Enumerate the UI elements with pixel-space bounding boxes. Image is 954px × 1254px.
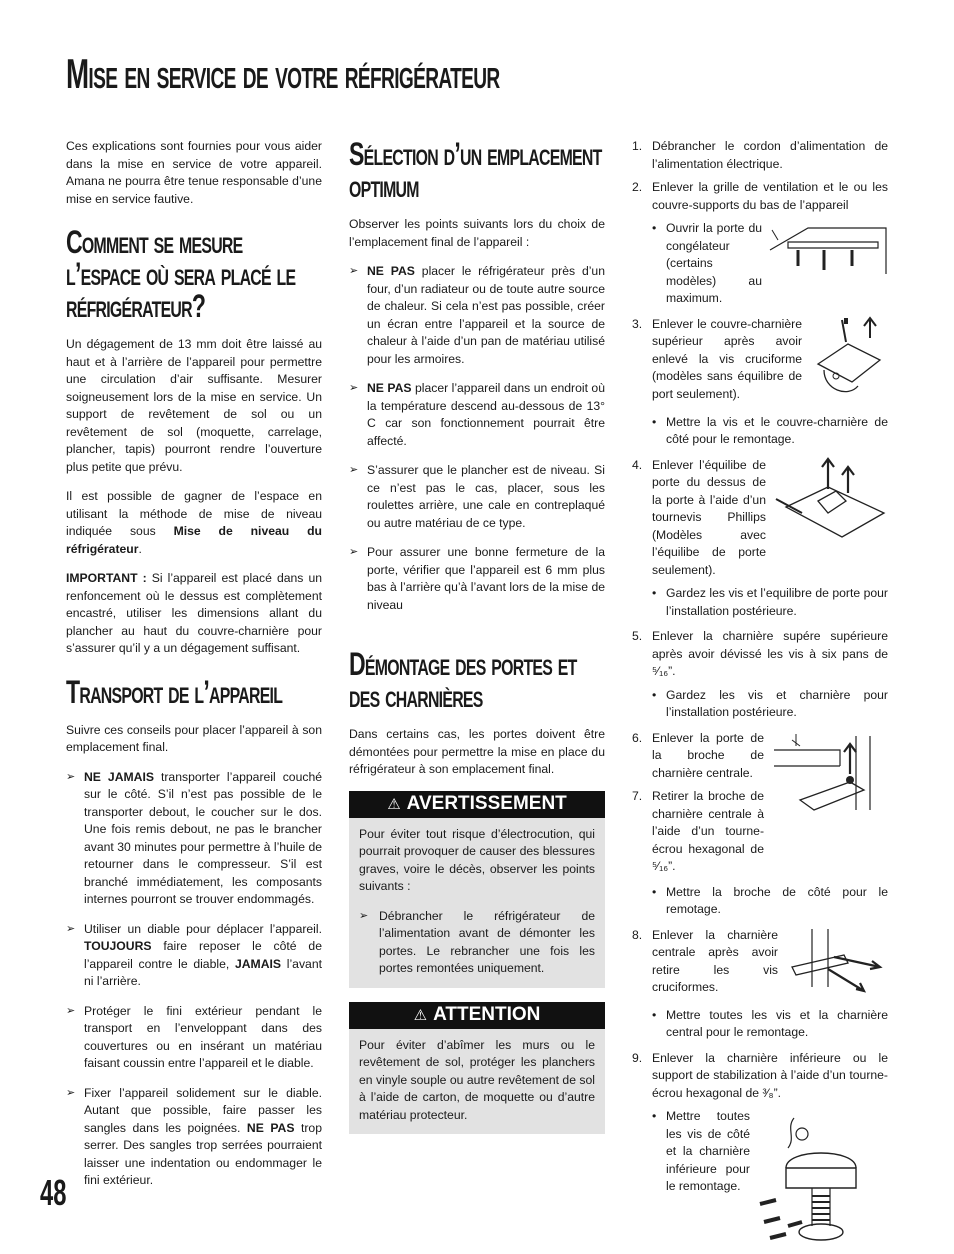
steps-6-7-block [632,730,888,882]
text: Utiliser un diable pour déplacer l’appareil. [84,921,322,936]
step-1 [632,138,888,173]
step-number: 4. [632,457,643,472]
bold-text: TOUJOURS [84,939,152,953]
caution-header [349,1002,605,1029]
step-9 [632,1050,888,1103]
warning-text: Pour éviter tout risque d’électrocution, qui pourrait provoquer de causer des blessures graves, voire le décès, observer les points suivants : [359,826,595,893]
page-title: Mise en service de votre réfrigérateur [66,50,500,97]
warning-box [349,791,605,988]
step-5 [632,628,888,681]
bottom-hinge-illustration [756,1108,888,1254]
step-5-sub: • Gardez les vis et charnière pour l’installation postérieure. [632,687,888,722]
text: Il est possible de gagner de l’espace en utilisant la méthode de mise de niveau indiquée sous [66,489,322,538]
step-2 [632,179,888,214]
caution-title: ATTENTION [433,1003,541,1025]
step-3-body [652,316,888,408]
step-text: Enlever la porte de la broche de charnière centrale. [652,730,764,780]
step-number: 9. [632,1050,643,1065]
measure-paragraph-2 [66,488,322,558]
text: placer l’appareil dans un endroit où la température descend au-dessous de 13° C car son fonctionnement pourrait être affecté. [367,381,605,448]
step-text: Enlever la charnière inférieure ou le support de stabilization à l’aide d’un tourne-écrou hexagonal de ³⁄₈”. [652,1050,888,1100]
important-label: IMPORTANT : [66,571,147,585]
step-7 [632,788,764,876]
steps-list [632,316,888,408]
door-stop-illustration [772,457,888,549]
text: . [138,541,142,556]
step-text: Débrancher le cordon d’alimentation de l’alimentation électrique. [652,139,888,171]
steps-list [632,927,888,1001]
bold-text: NE PAS [246,1120,295,1135]
step-number: 3. [632,316,643,331]
list-item: ➢ Protéger le fini extérieur pendant le transport en l’enveloppant dans des couvertures ou en insérant un matériau faisant coussin entre l’appareil et le diable. [66,1003,322,1073]
column-left [66,138,322,1202]
warning-header [349,791,605,818]
caution-text: Pour éviter d’abîmer les murs ou le revêtement de sol, protéger les planchers en vinyle souple ou autre revêtement de sol à l’aide de carton, de moquette ou d’autre matériau protecteur. [359,1037,595,1122]
list-item [66,1085,322,1190]
step-number: 2. [632,180,643,194]
column-right [632,138,888,1254]
page-number: 48 [40,1172,67,1213]
important-paragraph [66,570,322,658]
text: trop serrer. Des sangles trop serrées pourraient laisser une indentation ou endommager le fini extérieur. [84,1120,322,1187]
bold-text: NE JAMAIS [84,769,154,784]
step-6 [632,730,764,783]
step-4-body [652,457,888,580]
step-text: Enlever l’équilibe de porte du dessus de la porte à l’aide d’un tournevis Phillips (Modèles avec l’équilibe de porte seulement). [652,457,766,577]
step-8 [632,927,888,1001]
step-number: 8. [632,927,643,942]
steps-list [632,138,888,214]
center-hinge-pin-illustration [770,730,882,840]
transport-list [66,769,322,1190]
bold-text: NE PAS [367,381,412,395]
selection-list [349,263,605,614]
heading-measure: Comment se mesure l’espace où sera placé le réfrigérateur? [66,224,296,324]
hinge-cover-illustration [808,316,888,408]
grille-illustration [768,220,888,280]
step-number: 5. [632,629,643,643]
step-number: 6. [632,730,643,745]
step-text: Enlever le couvre-charnière supérieur après avoir enlevé la vis cruciforme (modèles sans équilibre de port seulement). [652,316,802,401]
leveling-reference: Mise de niveau du réfrigérateur [66,524,322,556]
heading-transport: Transport de l’appareil [66,673,283,710]
steps-list [632,730,764,882]
selection-intro: Observer les points suivants lors du choix de l’emplacement final de l’appareil : [349,217,605,249]
list-item: ➢ Pour assurer une bonne fermeture de la porte, vérifier que l’appareil est 6 mm plus bas à l’arrière qu’à l’avant lors de la mise de niveau [349,544,605,614]
warning-triangle-icon: ⚠ [387,795,401,813]
text: Si l’appareil est placé dans un renfoncement où le dessus est complètement encastré, utiliser les dimensions allant du plancher au haut du couvre-charnière pour s’assurer qu’il y a un dégagement suffisant. [66,571,322,655]
step-text: Enlever la charnière centrale après avoir retire les vis cruciformes. [652,927,778,994]
sub-text: • Ouvrir la porte du congélateur (certains modèles) au maximum. [666,221,762,305]
warning-title: AVERTISSEMENT [406,792,567,814]
step-3 [632,316,888,408]
step-8-sub: • Mettre toutes les vis et la charnière central pour le remontage. [632,1007,888,1042]
demontage-intro: Dans certains cas, les portes doivent être démontées pour permettre la mise en place du réfrigérateur à son emplacement final. [349,727,605,776]
step-2-sub [632,220,888,308]
step-number: 7. [632,789,643,803]
step-9-sub-block [632,1108,888,1254]
intro-paragraph: Ces explications sont fournies pour vous aider dans la mise en service de votre appareil. Amana ne pourra être tenue responsable d’une mise en service fautive. [66,139,322,206]
steps-list [632,628,888,681]
step-7-sub: • Mettre la broche de côté pour le remotage. [632,884,888,919]
transport-intro: Suivre ces conseils pour placer l’appareil à son emplacement final. [66,722,322,754]
step-4-sub: • Gardez les vis et l’equilibre de porte pour l’installation postérieure. [632,585,888,620]
steps-list [632,1050,888,1103]
step-9-sub: • Mettre toutes les vis de côté et la charnière inférieure pour le remontage. [632,1108,750,1196]
text: Fixer l’appareil solidement sur le diable. Autant que possible, faire passer les sangles dans les poignées. [84,1085,322,1135]
text: l’avant ni l’arrière. [84,956,322,988]
list-item: ➢ S’assurer que le plancher est de niveau. Si ce n’est pas le cas, placer, sous les roulettes arrière, une cale en contreplaqué ou autre matériau de ce type. [349,462,605,532]
bold-text: JAMAIS [234,956,282,971]
list-item [66,769,322,909]
column-middle [349,138,605,1148]
warning-triangle-icon: ⚠ [413,1006,428,1024]
caution-box [349,1002,605,1135]
steps-list [632,457,888,580]
list-item: ➢ Débrancher le réfrigérateur de l’alimentation avant de démonter les portes. Le rebrancher une fois les portes remontées uniquement. [359,908,595,978]
center-hinge-illustration [784,927,888,1001]
text: transporter l’appareil couché sur le côté. S’il n’est pas possible de le transporter debout, le coucher sur le dos. Une fois remis debout, ne pas le brancher avant 30 minutes pour permettre à l’huile de retourner dans le compresseur. S’il est branché immédiatement, les composants internes pourront se trouver endommagés. [84,769,322,906]
step-8-body [652,927,888,1001]
measure-paragraph-1: Un dégagement de 13 mm doit être laissé au haut et à l’arrière de l’appareil pour permettre une circulation d’air suffisante. Mesurer soigneusement lors de la mise en service. Un support de revêtement de sol ou un revêtement de sol (moquette, carrelage, plancher, tapis) pourront rendre l’ouverture plus petite que prévu. [66,337,322,474]
heading-selection: Sélection d’un emplacement optimum [349,136,602,204]
step-text: Retirer la broche de charnière centrale à l’aide d’un tourne-écrou hexagonal de ⁵⁄₁₆”. [652,789,764,873]
bold-text: NE PAS [367,264,415,278]
list-item [66,921,322,991]
step-4 [632,457,888,580]
text: faire reposer le côté de l’appareil contre le diable, [84,939,322,971]
text: placer le réfrigérateur près d’un four, d’un radiateur ou de toute autre source de chaleur. Si cela n’est pas possible, créer un écran entre l’appareil et la source de chaleur à l’aide d’un pan de matériau utilisé pour les armoires. [367,264,605,366]
step-text: Enlever la grille de ventilation et le ou les couvre-supports du bas de l’appareil [652,180,888,212]
step-number: 1. [632,139,643,153]
list-item [349,380,605,450]
warning-list [349,908,605,978]
list-item [349,263,605,368]
step-text: Enlever la charnière supére supérieure après avoir dévissé les vis à six pans de ⁵⁄₁₆”. [652,629,888,678]
heading-demontage: Démontage des portes et des charnières [349,646,577,714]
step-3-sub: • Mettre la vis et le couvre-charnière de côté pour le remontage. [632,414,888,449]
